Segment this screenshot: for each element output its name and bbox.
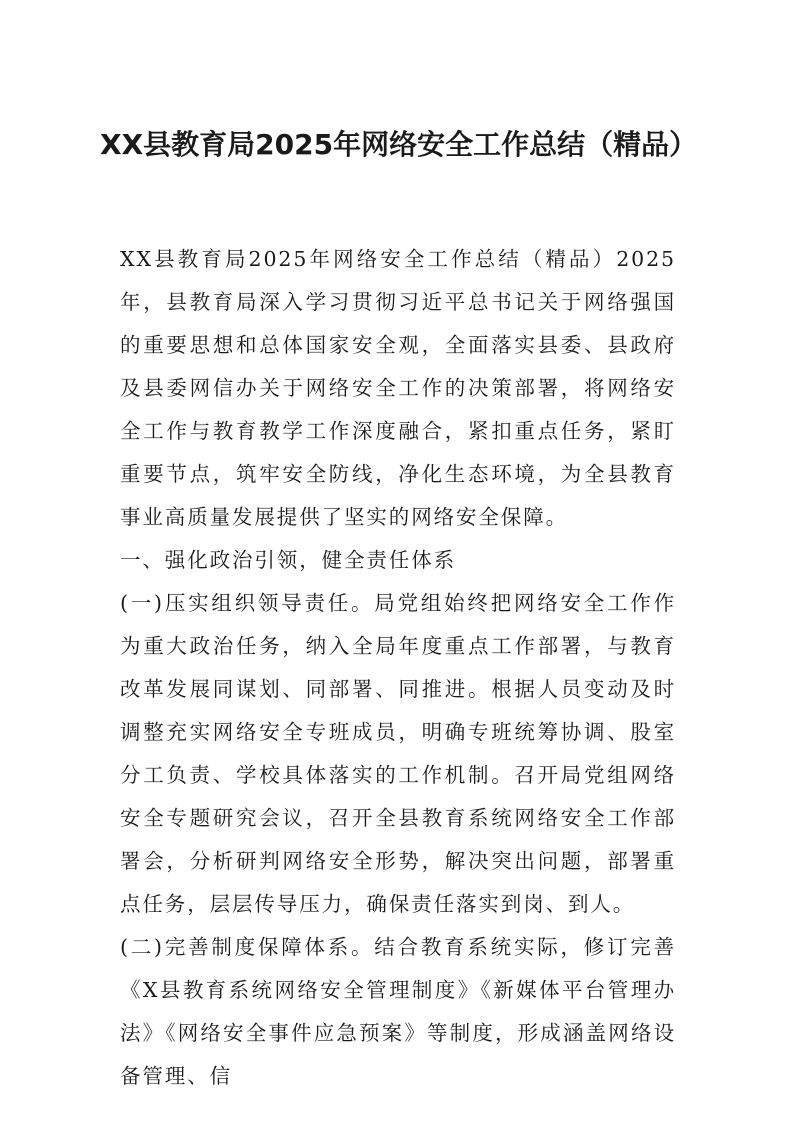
document-body bbox=[120, 238, 676, 1098]
subsection-paragraph: (一)压实组织领导责任。局党组始终把网络安全工作作为重大政治任务，纳入全局年度重点工作部署，与教育改革发展同谋划、同部署、同推进。根据人员变动及时调整充实网络安全专班成员，明确专班统筹协调、股室分工负责、学校具体落实的工作机制。召开局党组网络安全专题研究会议，召开全县教育系统网络安全工作部署会，分析研判网络安全形势，解决突出问题，部署重点任务，层层传导压力，确保责任落实到岗、到人。 bbox=[120, 591, 676, 916]
document-title: XX县教育局2025年网络安全工作总结（精品） bbox=[100, 128, 698, 161]
section-heading: 一、强化政治引领，健全责任体系 bbox=[120, 548, 456, 572]
intro-paragraph: XX县教育局2025年网络安全工作总结（精品）2025年，县教育局深入学习贯彻习近平总书记关于网络强国的重要思想和总体国家安全观，全面落实县委、县政府及县委网信办关于网络安全工作的决策部署，将网络安全工作与教育教学工作深度融合，紧扣重点任务，紧盯重要节点，筑牢安全防线，净化生态环境，为全县教育事业高质量发展提供了坚实的网络安全保障。 bbox=[120, 247, 676, 529]
subsection-paragraph: (二)完善制度保障体系。结合教育系统实际，修订完善《X县教育系统网络安全管理制度》《新媒体平台管理办法》《网络安全事件应急预案》等制度，形成涵盖网络设备管理、信 bbox=[120, 935, 676, 1088]
